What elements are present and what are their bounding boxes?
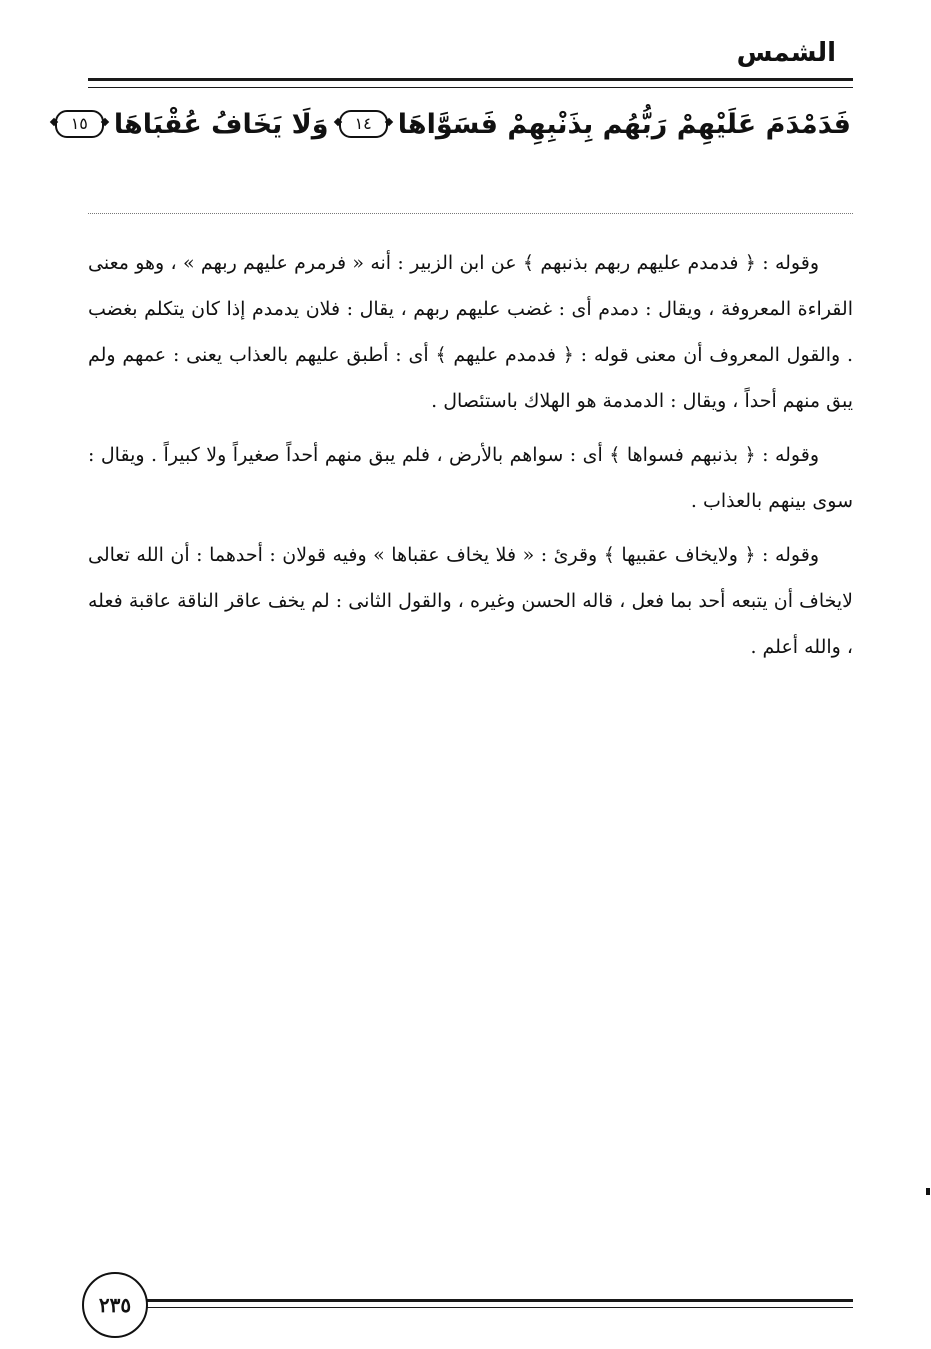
- verse-separator-dotted-rule: [88, 213, 853, 214]
- page-footer: [82, 1272, 853, 1338]
- footer-double-rule: [144, 1299, 853, 1308]
- ayah-number-marker-15: ١٥: [55, 110, 104, 138]
- ayah-number-marker-14: ١٤: [339, 110, 388, 138]
- commentary-body: [88, 240, 853, 678]
- scan-mark: [926, 1188, 930, 1195]
- surah-title: الشمس: [736, 38, 836, 68]
- page-number: ٢٣٥: [82, 1272, 148, 1338]
- verse-text-15: وَلَا يَخَافُ عُقْبَاهَا: [113, 108, 329, 140]
- commentary-paragraph-3: وقوله : ﴿ ولايخاف عقبيها ﴾ وقرئ : « فلا يخاف عقباها » وفيه قولان : أحدهما : أن الله تعالى لايخاف أن يتبعه أحد بما فعل ، قاله الحسن وغيره ، والقول الثانى : لم يخف عاقر الناقة عاقبة فعله ، والله أعلم .: [88, 544, 853, 658]
- header-double-rule: [88, 78, 853, 88]
- commentary-paragraph-1: وقوله : ﴿ فدمدم عليهم ربهم بذنبهم ﴾ عن ابن الزبير : أنه « فرمرم عليهم ربهم » ، وهو معنى القراءة المعروفة ، ويقال : دمدم أى : غضب عليهم ربهم ، يقال : فلان يدمدم إذا كان يتكلم بغضب . والقول المعروف أن معنى قوله : ﴿ فدمدم عليهم ﴾ أى : أطبق عليهم بالعذاب يعنى : عمهم ولم يبق منهم أحداً ، ويقال : الدمدمة هو الهلاك باستئصال .: [88, 252, 853, 412]
- quran-verse-line: [70, 100, 851, 148]
- verse-text-14: فَدَمْدَمَ عَلَيْهِمْ رَبُّهُم بِذَنْبِهِمْ فَسَوَّاهَا: [397, 108, 851, 140]
- commentary-paragraph-2: وقوله : ﴿ بذنبهم فسواها ﴾ أى : سواهم بالأرض ، فلم يبق منهم أحداً صغيراً ولا كبيراً . ويقال : سوى بينهم بالعذاب .: [88, 444, 853, 512]
